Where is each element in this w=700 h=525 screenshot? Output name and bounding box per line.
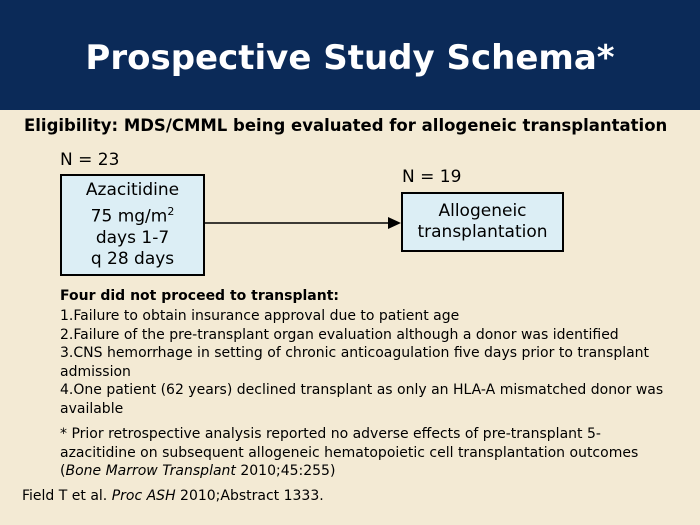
citation-journal: Proc ASH (111, 488, 176, 504)
reason-item: 2.Failure of the pre-transplant organ evaluation although a donor was identified (60, 326, 619, 343)
slide-title: Prospective Study Schema* (85, 38, 615, 78)
footnote (60, 425, 660, 481)
footnote-ref: 2010;45:255) (235, 463, 336, 479)
right-n-label: N = 19 (402, 167, 462, 187)
reason-item: 4.One patient (62 years) declined transplant as only an HLA-A mismatched donor was available (60, 382, 664, 417)
transplant-box (401, 192, 564, 252)
azacitidine-line1: Azacitidine (85, 180, 180, 201)
citation-suffix: 2010;Abstract 1333. (175, 488, 324, 504)
azacitidine-line4: q 28 days (90, 248, 175, 269)
reason-item: 3.CNS hemorrhage in setting of chronic anticoagulation five days prior to transplant admission (60, 345, 650, 380)
reason-item: 1.Failure to obtain insurance approval due to patient age (60, 308, 460, 324)
citation (22, 488, 324, 504)
not-proceed-heading: Four did not proceed to transplant: (60, 288, 340, 304)
footnote-text: * Prior retrospective analysis reported no adverse effects of pre-transplant 5-azacitidine on subsequent allogeneic hematopoietic cell transplantation outcomes ( (60, 426, 639, 479)
arrow-head (388, 217, 401, 229)
transplant-line1: Allogeneic (438, 201, 527, 221)
reasons-list (60, 307, 680, 418)
azacitidine-line3: days 1-7 (95, 227, 170, 248)
azacitidine-dose-sup: 2 (167, 205, 175, 219)
transplant-line2: transplantation (417, 222, 548, 242)
footnote-journal: Bone Marrow Transplant (65, 463, 236, 479)
citation-prefix: Field T et al. (22, 488, 112, 504)
left-n-label: N = 23 (60, 150, 120, 170)
azacitidine-dose: 75 mg/m (90, 206, 168, 227)
eligibility-text: Eligibility: MDS/CMML being evaluated for allogeneic transplantation (24, 116, 668, 135)
